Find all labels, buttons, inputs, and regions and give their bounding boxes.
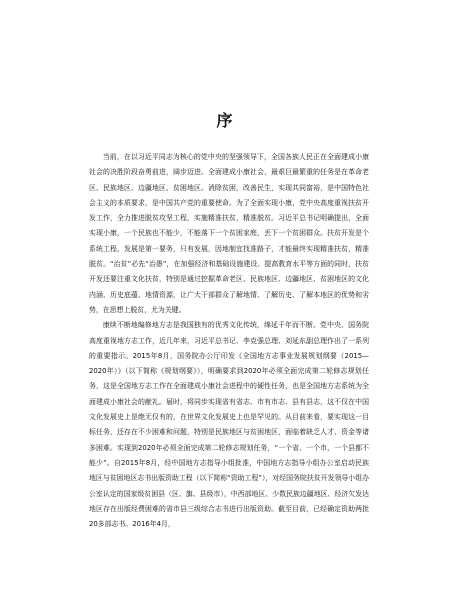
document-body — [89, 150, 369, 532]
paragraph: 康续不断地编修地方志是我国独有的优秀文化传统，绵延千年而不断。党中央、国务院高度重视地方志工作，近几年来，习近平总书记、李克强总理、刘延东副总理作出了一系列的重要指示。2015年8月，国务院办公厅印发《全国地方志事业发展规划纲要（2015—2020年）》（以下简称《规划纲要》），明确要求到2020年必须全面完成第二轮修志规划任务，这是全国地方志工作在全面建成小康社会进程中的硬性任务，也是全国地方志系统为全面建成小康社会的献礼。届时，将同步实现省有省志、市有市志、县有县志，这不仅在中国文化发展史上是绝无仅有的，在世界文化发展史上也是罕见的。从目前来看，要实现这一目标任务，还存在不少困难和问题，特别是民族地区与贫困地区，面临着缺乏人才、资金等诸多困难。实现到2020年必须全面完成第二轮修志规划任务，“一个省、一个市、一个县都不能少”。自2015年8月，经中国地方志指导小组批准，中国地方志指导小组办公室启动民族地区与贫困地区志书出版资助工程（以下简称“资助工程”），对经国务院扶贫开发领导小组办公室认定的国家级贫困县（区、旗、县级市），中西部地区、少数民族边疆地区、经济欠发达地区存在出版经费困难的省市县三级综合志书进行出版资助。截至目前，已经确定资助两批20多部志书。2016年4月， — [89, 321, 369, 529]
paragraph: 当前，在以习近平同志为核心的党中央的坚强领导下，全国各族人民正在全面建成小康社会的决胜阶段奋勇前进，阔步迈进。全面建成小康社会，最艰巨最繁重的任务是在革命老区、民族地区、边疆地区、贫困地区。消除贫困，改善民生，实现共同富裕，是中国特色社会主义的本质要求，是中国共产党的重要使命。为了全面实现小康，党中央高度重视扶贫开发工作，全力推进脱贫攻坚工程，实施精准扶贫，精准脱贫。习近平总书记明确提出，全面实现小康，一个民族也不能少，不能落下一个贫困家庭，丢下一个贫困群众。扶贫开发是个系统工程，发展是第一要务，只有发展，因地制宜找准路子，才能最终实现精准扶贫，精准脱贫。“治贫”必先“治愚”，在加强经济和基础设施建设、提高教育水平等方面的同时，扶贫开发还要注重文化扶贫，特别是通过挖掘革命老区、民族地区、边疆地区、贫困地区的文化内涵、历史底蕴、地情资源，让广大干部群众了解地情、了解历史、了解本地区的优势和劣势，在思想上脱贫，尤为关键。 — [89, 153, 369, 314]
page-title: 序 — [216, 111, 234, 130]
